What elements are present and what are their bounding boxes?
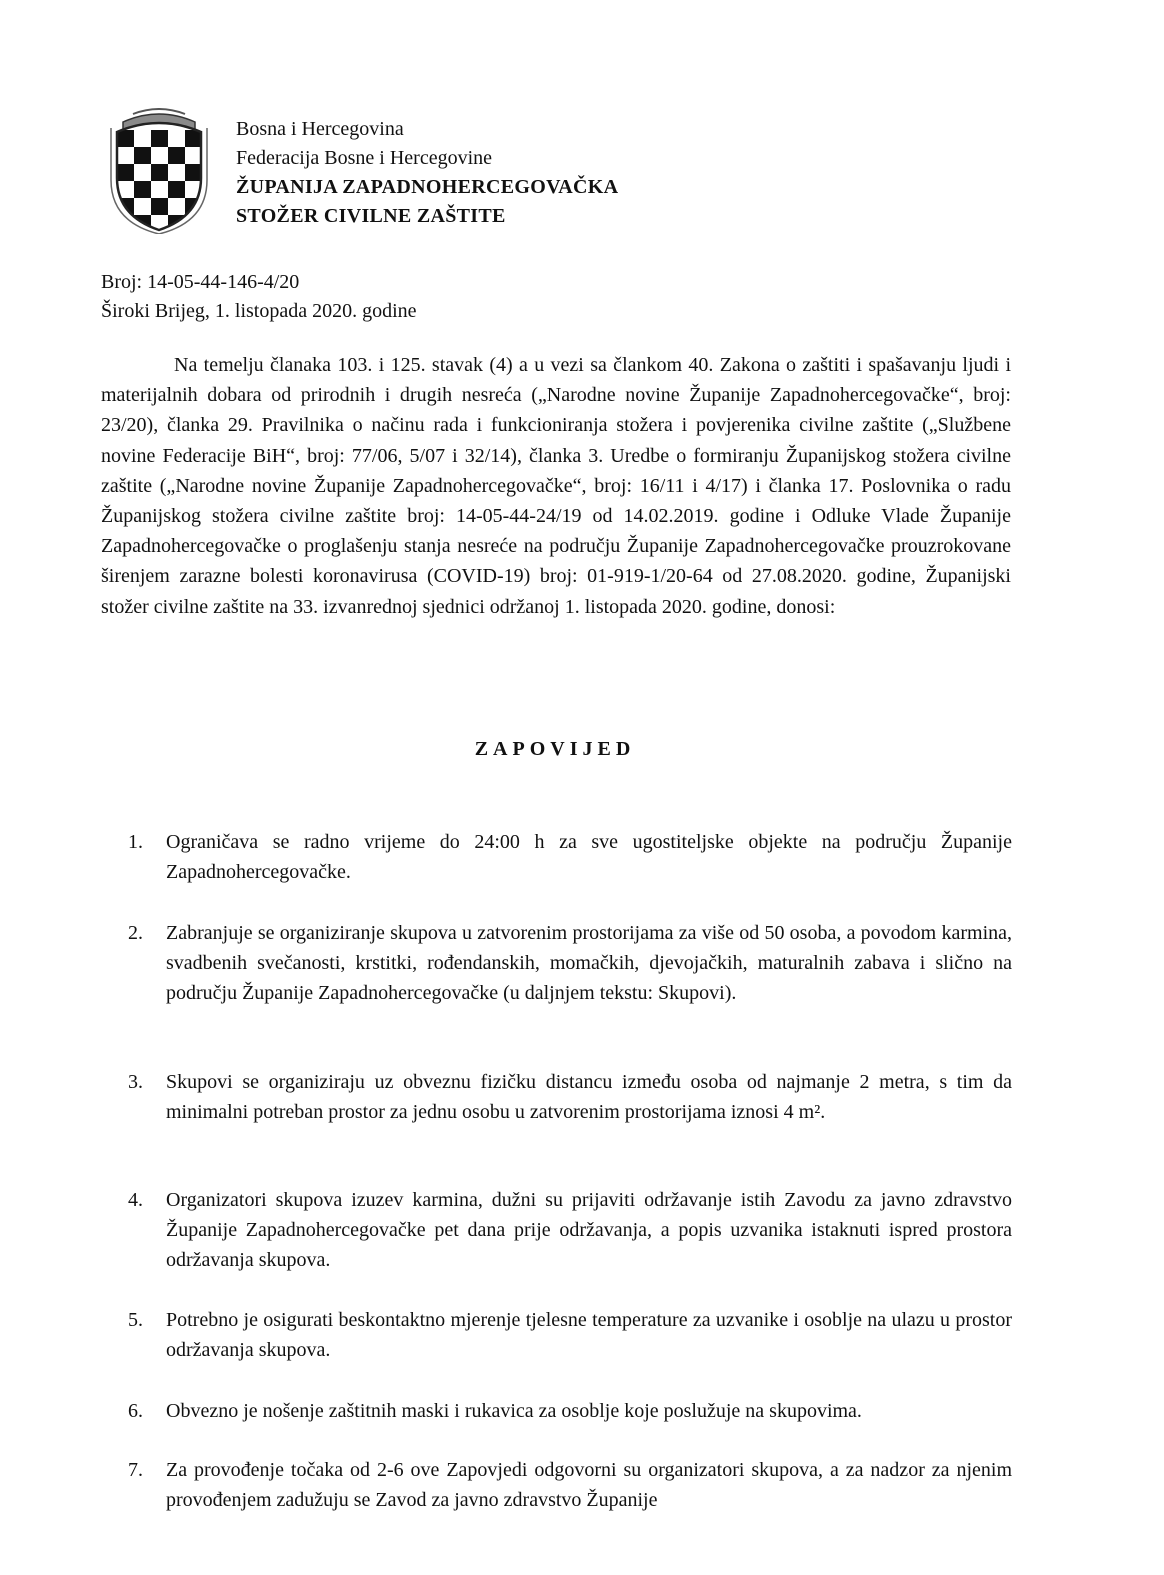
list-item — [128, 1305, 1012, 1365]
document-meta — [101, 268, 417, 326]
list-item — [128, 1455, 1012, 1515]
item-text: Za provođenje točaka od 2-6 ove Zapovjedi odgovorni su organizatori skupova, a za nadzor za njenim provođenjem zadužuju se Zavod za javno zdravstvo Županije — [166, 1459, 1012, 1512]
item-number: 5. — [128, 1309, 143, 1331]
coat-of-arms-icon — [103, 108, 215, 234]
item-number: 7. — [128, 1459, 143, 1481]
office-name: STOŽER CIVILNE ZAŠTITE — [236, 205, 506, 227]
federation-name: Federacija Bosne i Hercegovine — [236, 147, 493, 169]
place-and-date: Široki Brijeg, 1. listopada 2020. godine — [101, 300, 417, 322]
list-item — [128, 1067, 1012, 1127]
item-number: 6. — [128, 1400, 143, 1422]
document-number: Broj: 14-05-44-146-4/20 — [101, 271, 300, 293]
document-title: ZAPOVIJED — [474, 738, 636, 760]
item-number: 4. — [128, 1189, 143, 1211]
item-number: 1. — [128, 831, 143, 853]
item-number: 3. — [128, 1071, 143, 1093]
item-text: Obvezno je nošenje zaštitnih maski i rukavica za osoblje koje poslužuje na skupovima. — [166, 1400, 862, 1422]
list-item — [128, 827, 1012, 887]
preamble-paragraph: Na temelju članaka 103. i 125. stavak (4) a u vezi sa člankom 40. Zakona o zaštiti i spašavanju ljudi i materijalnih dobara od prirodnih i drugih nesreća („Narodne novine Županije Zapadnohercegovačke“, broj: 23/20), članka 29. Pravilnika o načinu rada i funkcioniranja stožera i povjerenika civilne zaštite („Službene novine Federacije BiH“, broj: 77/06, 5/07 i 32/14), članka 3. Uredbe o formiranju Županijskog stožera civilne zaštite („Narodne novine Županije Zapadnohercegovačke“, broj: 16/11 i 4/17) i članka 17. Poslovnika o radu Županijskog stožera civilne zaštite broj: 14-05-44-24/19 od 14.02.2019. godine i Odluke Vlade Županije Zapadnohercegovačke o proglašenju stanja nesreće na području Županije Zapadnohercegovačke prouzrokovane širenjem zarazne bolesti koronavirusa (COVID-19) broj: 01-919-1/20-64 od 27.08.2020. godine, Županijski stožer civilne zaštite na 33. izvanrednoj sjednici održanoj 1. listopada 2020. godine, donosi: — [101, 354, 1011, 618]
item-text: Skupovi se organiziraju uz obveznu fizičku distancu između osoba od najmanje 2 metra, s tim da minimalni potreban prostor za jednu osobu u zatvorenim prostorijama iznosi 4 m². — [166, 1071, 1012, 1124]
item-number: 2. — [128, 922, 143, 944]
list-item — [128, 918, 1012, 1009]
canton-name: ŽUPANIJA ZAPADNOHERCEGOVAČKA — [236, 176, 619, 198]
list-item — [128, 1185, 1012, 1276]
item-text: Zabranjuje se organiziranje skupova u zatvorenim prostorijama za više od 50 osoba, a povodom karmina, svadbenih svečanosti, krstitki, rođendanskih, momačkih, djevojačkih, maturalnih zabava i slično na području Županije Zapadnohercegovačke (u daljnjem tekstu: Skupovi). — [166, 922, 1012, 1005]
institution-header — [236, 115, 618, 231]
item-text: Ograničava se radno vrijeme do 24:00 h za sve ugostiteljske objekte na području Županije Zapadnohercegovačke. — [166, 831, 1012, 884]
item-text: Organizatori skupova izuzev karmina, dužni su prijaviti održavanje istih Zavodu za javno zdravstvo Županije Zapadnohercegovačke pet dana prije održavanja, a popis uzvanika istaknuti ispred prostora održavanja skupova. — [166, 1189, 1012, 1272]
list-item — [128, 1396, 1012, 1426]
country-name: Bosna i Hercegovina — [236, 118, 404, 140]
item-text: Potrebno je osigurati beskontaktno mjerenje tjelesne temperature za uzvanike i osoblje na ulazu u prostor održavanja skupova. — [166, 1309, 1012, 1362]
